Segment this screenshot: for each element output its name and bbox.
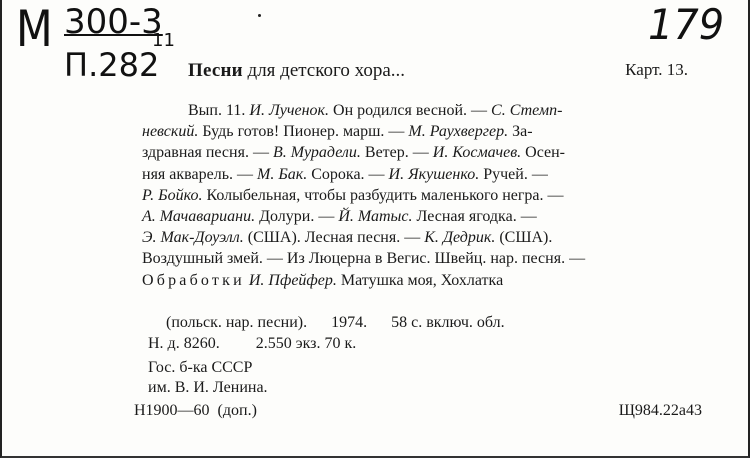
library-name-line2: им. В. И. Ленина. (148, 379, 268, 396)
arrangements-label: Обработки (142, 271, 245, 289)
author-name: М. Раухвергер. (408, 123, 509, 141)
imprint-line (148, 333, 356, 355)
text-segment: Колыбельная, чтобы разбудить маленького негра. — (202, 186, 564, 204)
author-name: С. Стемп- (491, 102, 563, 119)
text-segment: (США). Лесная песня. — (243, 229, 425, 247)
text-segment: Он родился весной. — (329, 102, 492, 119)
author-name: Й. Матыс. (338, 208, 413, 226)
handwritten-mark: 11 (152, 30, 175, 51)
ink-dot (258, 14, 261, 17)
card-title-line (188, 60, 688, 82)
card-code-right: Щ984.22а43 (618, 402, 702, 419)
order-number: Н. д. 8260. (148, 335, 220, 352)
library-name: Гос. б-ка СССР (148, 359, 253, 376)
text-segment: Воздушный змей. — Из Люцерна в Вегис. Швейц. нар. песня. — (142, 250, 586, 268)
contents-line (142, 270, 688, 291)
text-segment: Вып. 11. (188, 102, 250, 119)
card-code-left: Н1900—60 (доп.) (134, 402, 257, 419)
author-name: И. Космачев. (432, 144, 522, 162)
author-name: Р. Бойко. (142, 186, 203, 204)
author-name: И. Пфейфер. (248, 271, 337, 289)
author-name: И. Якушенко. (388, 165, 480, 183)
contents-line (142, 227, 688, 248)
text-segment: (польск. нар. песни). 1974. 58 с. включ. обл. (166, 314, 505, 332)
contents-line (142, 248, 688, 269)
author-name: Э. Мак-Доуэлл. (142, 229, 244, 247)
text-segment: Долури. — (255, 208, 339, 226)
text-segment: Матушка моя, Хохлатка (336, 271, 504, 289)
handwritten-page-number: 179 (647, 0, 724, 49)
text-segment: Ветер. — (360, 144, 433, 162)
author-name: И. Лученок. (249, 102, 330, 119)
text-segment: За- (508, 123, 533, 141)
text-segment: Ручей. — (479, 165, 548, 183)
card-title: Песни (188, 60, 243, 81)
author-name: К. Дедрик. (424, 229, 496, 247)
contents-line (142, 185, 688, 206)
edition-price: 2.550 экз. 70 к. (255, 335, 357, 352)
library-stamp (148, 358, 268, 398)
contents-line (142, 121, 688, 142)
text-segment: здравная песня. — (142, 144, 273, 162)
author-name: А. Мачавариани. (142, 208, 256, 226)
text-segment: Сорока. — (307, 165, 389, 183)
handwritten-letter: М (16, 0, 53, 58)
author-name: М. Бак. (256, 165, 308, 183)
contents-line (142, 164, 688, 185)
text-segment: (США). (495, 229, 553, 247)
text-segment: Будь готов! Пионер. марш. — (198, 123, 409, 141)
card-title-rest: для детского хора... (242, 60, 406, 81)
text-segment: Осен- (521, 144, 565, 162)
contents-line (142, 100, 688, 121)
text-segment: Лесная ягодка. — (412, 208, 537, 226)
contents-text (142, 100, 688, 354)
handwritten-shelf-number: 300-3 (64, 2, 163, 42)
handwritten-shelf-code: П.282 (64, 46, 160, 84)
card-number: Карт. 13. (625, 60, 688, 79)
text-segment: няя акварель. — (142, 165, 257, 183)
contents-line (142, 206, 688, 227)
contents-line (142, 142, 688, 163)
author-name: В. Мурадели. (272, 144, 361, 162)
author-name: невский. (142, 123, 199, 141)
